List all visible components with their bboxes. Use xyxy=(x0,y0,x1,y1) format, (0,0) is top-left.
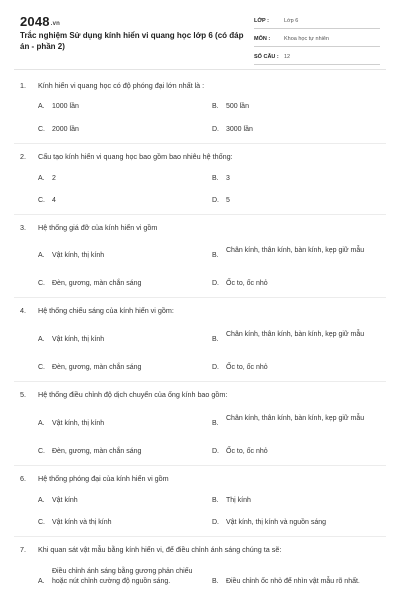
question-divider xyxy=(14,381,386,382)
question-stem: Hệ thống điều chỉnh độ dịch chuyển của ống kính bao gồm: xyxy=(38,390,228,399)
page-title: Trắc nghiệm Sử dụng kính hiển vi quang học lớp 6 (có đáp án - phần 2) xyxy=(20,31,244,51)
site-logo[interactable] xyxy=(20,14,60,29)
option-text: 2000 lần xyxy=(52,126,79,133)
question-text xyxy=(20,223,157,233)
meta-count-label: SỐ CÂU : xyxy=(254,54,279,60)
question-divider xyxy=(14,465,386,466)
option-text: Đèn, gương, màn chắn sáng xyxy=(52,364,142,371)
question-stem: Cấu tạo kính hiển vi quang học bao gồm bao nhiêu hệ thống: xyxy=(38,152,233,161)
meta-class-label: LỚP : xyxy=(254,18,269,24)
meta-count-row xyxy=(254,50,380,65)
logo-tld: .vn xyxy=(50,21,61,27)
quiz-page: 2048.vn Trắc nghiệm Sử dụng kính hiển vi quang học lớp 6 (có đáp án - phần 2) LỚP : Lớp 6 MÔN : Khoa học tự nhiên SỐ CÂU : 12 1. Kính hiển vi quang học có độ phóng đại lớn nhất là : A. 1000 lần B. 500 lần C. 2000 lần D. 3000 lần 2. Cấu tạo kính hiển vi quang học bao gồm bao nhiêu hệ thống: A. 2 B. 3 C. 4 D. 5 3. Hệ thống giá đỡ của kính hiển vi gồm A. Vật kính, thị kính B. Chân kính, thân kính, bàn kính, kẹp giữ mẫu C. Đèn, gương, màn chắn sáng D. Ốc to, ốc nhỏ 4. Hệ thống chiếu sáng của kính hiển vi gồm: A. Vật kính, thị kính B. Chân kính, thân kính, bàn kính, kẹp giữ mẫu C. Đèn, gương, màn chắn sáng D. Ốc to, ốc nhỏ 5. Hệ thống điều chỉnh độ dịch chuyển của ống kính bao gồm: A. Vật kính, thị kính B. Chân kính, thân kính, bàn kính, kẹp giữ mẫu C. Đèn, gương, màn chắn sáng D. Ốc to, ốc nhỏ 6. Hệ thống phóng đại của kính hiển vi gồm A. Vật kính B. Thị kính C. Vật kính và thị kính D. Vật kính, thị kính và nguồn sáng 7. Khi quan sát vật mẫu bằng kính hiển vi, để điều chỉnh ánh sáng chúng ta sẽ: A. Điều chỉnh ánh sáng bằng gương phản chiếu hoặc nút chỉnh cường độ nguồn sáng. B. Điều chỉnh ốc nhỏ để nhìn vật mẫu rõ nhất. xyxy=(0,0,400,600)
option-text: 500 lần xyxy=(226,103,249,110)
logo-text: 2048 xyxy=(20,14,50,29)
option-text: Vật kính, thị kính xyxy=(52,252,105,259)
header-divider xyxy=(14,69,386,70)
question-stem: Kính hiển vi quang học có độ phóng đại lớn nhất là : xyxy=(38,81,205,90)
question-text xyxy=(20,152,233,162)
question-text xyxy=(20,390,227,400)
option-text: Chân kính, thân kính, bàn kính, kẹp giữ mẫu xyxy=(226,415,365,422)
question-divider xyxy=(14,297,386,298)
option-text: 3000 lần xyxy=(226,126,253,133)
question-text xyxy=(20,81,204,91)
option-text: Chân kính, thân kính, bàn kính, kẹp giữ mẫu xyxy=(226,247,365,254)
question-stem: Hệ thống giá đỡ của kính hiển vi gồm xyxy=(38,223,158,232)
meta-subject-label: MÔN : xyxy=(254,36,271,42)
option-text: 5 xyxy=(226,197,230,204)
option-text: 4 xyxy=(52,197,56,204)
option-text: Vật kính, thị kính và nguồn sáng xyxy=(226,519,327,526)
option-text: Đèn, gương, màn chắn sáng xyxy=(52,448,142,455)
question-stem: Hệ thống phóng đại của kính hiển vi gồm xyxy=(38,474,169,483)
option-text: Đèn, gương, màn chắn sáng xyxy=(52,280,142,287)
option-text: Ốc to, ốc nhỏ xyxy=(226,364,268,371)
quiz-meta xyxy=(254,14,380,68)
option-text: 3 xyxy=(226,175,230,182)
option-text: Vật kính xyxy=(52,497,78,504)
option-text: Vật kính, thị kính xyxy=(52,336,105,343)
option-text: Ốc to, ốc nhỏ xyxy=(226,448,268,455)
option-text: 2 xyxy=(52,175,56,182)
meta-count-value: 12 xyxy=(284,54,291,60)
question-number: 5. xyxy=(20,390,26,399)
option-text: Vật kính và thị kính xyxy=(52,519,112,526)
option-text: Điều chỉnh ánh sáng bằng gương phản chiếu hoặc nút chỉnh cường độ nguồn sáng. xyxy=(52,568,193,585)
question-text xyxy=(20,306,174,316)
question-divider xyxy=(14,214,386,215)
option-text: Điều chỉnh ốc nhỏ để nhìn vật mẫu rõ nhất. xyxy=(226,578,360,585)
question-number: 3. xyxy=(20,223,26,232)
question-divider xyxy=(14,143,386,144)
option-text: Ốc to, ốc nhỏ xyxy=(226,280,268,287)
option-text: 1000 lần xyxy=(52,103,79,110)
meta-class-row xyxy=(254,14,380,29)
meta-subject-row xyxy=(254,32,380,47)
option-text: Vật kính, thị kính xyxy=(52,420,105,427)
question-text xyxy=(20,545,281,555)
question-divider xyxy=(14,536,386,537)
question-number: 4. xyxy=(20,306,26,315)
question-stem: Khi quan sát vật mẫu bằng kính hiển vi, để điều chỉnh ánh sáng chúng ta sẽ: xyxy=(38,545,282,554)
question-number: 1. xyxy=(20,81,26,90)
question-stem: Hệ thống chiếu sáng của kính hiển vi gồm: xyxy=(38,306,174,315)
question-number: 6. xyxy=(20,474,26,483)
meta-class-value: Lớp 6 xyxy=(284,18,299,24)
option-text: Chân kính, thân kính, bàn kính, kẹp giữ mẫu xyxy=(226,331,365,338)
question-text xyxy=(20,474,169,484)
option-text: Thị kính xyxy=(226,497,251,504)
question-number: 2. xyxy=(20,152,26,161)
meta-subject-value: Khoa học tự nhiên xyxy=(284,36,329,42)
question-number: 7. xyxy=(20,545,26,554)
